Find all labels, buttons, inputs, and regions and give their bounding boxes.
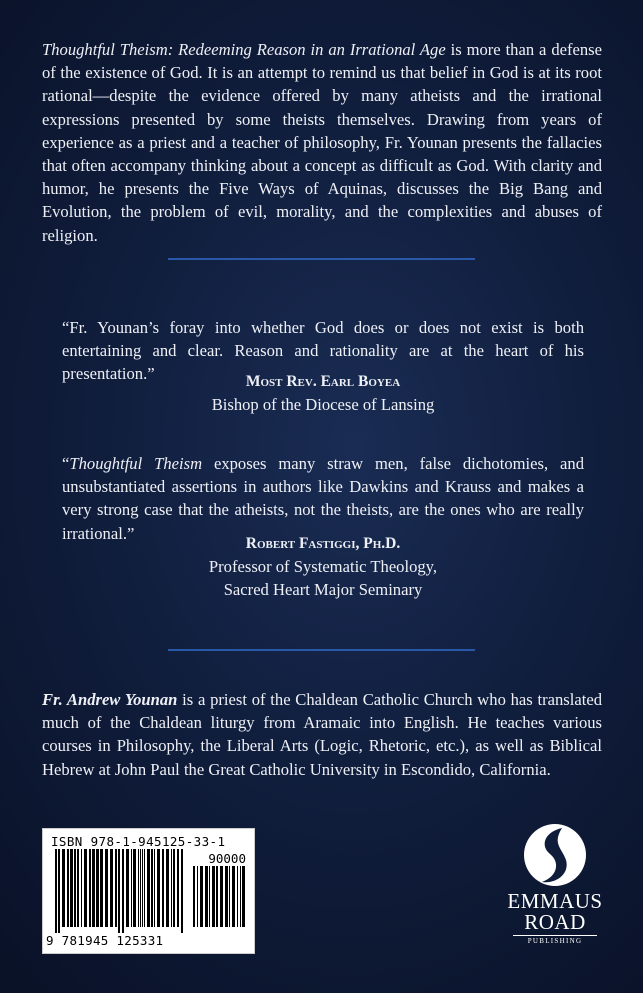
endorser-name-1: Most Rev. Earl Boyea: [245, 373, 401, 390]
endorser-role-2b: Sacred Heart Major Seminary: [223, 580, 423, 600]
barcode-bar: [62, 849, 65, 927]
publisher-logo: [500, 822, 610, 954]
barcode-bar: [131, 849, 132, 927]
barcode-bar: [151, 849, 153, 927]
endorsement-attribution-1: [62, 370, 584, 416]
barcode-bar: [122, 849, 124, 933]
barcode-bar: [166, 849, 169, 927]
barcode-bar: [55, 849, 57, 933]
barcode-bar: [242, 866, 245, 927]
barcode-bar: [89, 849, 91, 927]
barcode-bar: [237, 866, 238, 927]
barcode-bar: [67, 849, 69, 927]
barcode-bar: [154, 849, 155, 927]
isbn-barcode: [42, 828, 255, 954]
publisher-name-line2: ROAD: [524, 910, 586, 934]
barcode-bar: [240, 866, 241, 927]
barcode-bar: [140, 849, 141, 927]
barcode-bar: [162, 849, 164, 927]
barcode-bar: [216, 866, 218, 927]
endorsement-text-1: Fr. Younan’s foray into whether God does or does not exist is both entertaining and clear. Reason and rationality are at the heart of his presentation.”: [62, 318, 584, 384]
publisher-name-line1: EMMAUS: [507, 889, 603, 913]
barcode-bar: [205, 866, 208, 927]
barcode-bar: [105, 849, 108, 927]
book-title: Thoughtful Theism: Redeeming Reason in an Irrational Age: [42, 40, 446, 59]
barcode-bar: [173, 849, 175, 927]
barcode-bar: [84, 849, 87, 927]
barcode-bar: [138, 849, 139, 927]
barcode-bar: [58, 849, 60, 933]
barcode-bar: [212, 866, 215, 927]
endorsement-quote-2: “Thoughtful Theism exposes many straw men, false dichotomies, and unsubstantiated assertions in authors like Dawkins and Krauss and makes a very strong case that the atheists, not the theists, are the ones who are really irrational.”: [62, 454, 584, 543]
barcode-bar: [229, 866, 230, 927]
barcode-bar: [115, 849, 117, 927]
endorser-name-2: Robert Fastiggi, Ph.D.: [245, 535, 401, 552]
barcode-bar: [200, 866, 203, 927]
barcode-bar: [142, 849, 143, 927]
barcode-bar: [177, 849, 179, 927]
price-code: 90000: [208, 851, 246, 866]
barcode-bar: [126, 849, 129, 927]
barcode-bar: [209, 866, 210, 927]
barcode-bar: [157, 849, 160, 927]
barcode-bar: [92, 849, 95, 927]
barcode-bar: [74, 849, 76, 927]
endorsement-title-2: Thoughtful Theism: [69, 454, 203, 473]
endorsement-text-2: exposes many straw men, false dichotomies, and unsubstantiated assertions in authors like Dawkins and Krauss and makes a very strong case that the atheists, not the theists, are the ones who are really irrational.”: [62, 454, 584, 543]
endorsement-quote-1: “Fr. Younan’s foray into whether God does or does not exist is both entertaining and clear. Reason and rationality are at the heart of his presentation.”: [62, 318, 584, 384]
barcode-bar: [193, 866, 195, 927]
book-description-text: is more than a defense of the existence of God. It is an attempt to remind us that belief in God is at its root rational—despite the evidence offered by many atheists and the irrational expressions presented by some theists themselves. Drawing from years of experience as a priest and a teacher of philosophy, Fr. Younan presents the fallacies that often accompany thinking about a concept as difficult as God. With clarity and humor, he presents the Five Ways of Aquinas, discusses the Big Bang and Evolution, the problem of evil, morality, and the complexities and abuses of religion.: [42, 40, 602, 245]
barcode-bar: [118, 849, 120, 933]
barcode-bar: [144, 849, 145, 927]
divider-top: [168, 258, 475, 260]
barcode-bar: [70, 849, 73, 927]
barcode-bar: [232, 866, 235, 927]
publisher-swirl-icon: [522, 822, 588, 888]
barcode-bar: [220, 866, 223, 927]
barcode-bar: [110, 849, 113, 927]
ean-digits: 9 781945 125331: [46, 933, 164, 948]
publisher-name-line3: PUBLISHING: [513, 935, 597, 945]
barcode-bar: [77, 849, 79, 927]
endorser-role-2a: Professor of Systematic Theology,: [208, 557, 438, 577]
divider-bottom: [168, 649, 475, 651]
barcode-bar: [147, 849, 150, 927]
barcode-bar: [96, 849, 99, 927]
author-name: Fr. Andrew Younan: [42, 690, 178, 709]
barcode-bar: [171, 849, 172, 927]
author-bio-text: is a priest of the Chaldean Catholic Church who has translated much of the Chaldean liturgy from Aramaic into English. He teaches various courses in Philosophy, the Liberal Arts (Logic, Rhetoric, etc.), as well as Biblical Hebrew at John Paul the Great Catholic University in Escondido, California.: [42, 690, 602, 779]
barcode-bar: [81, 849, 82, 927]
isbn-number: ISBN 978-1-945125-33-1: [51, 834, 226, 849]
book-description: [42, 38, 602, 247]
barcode-bar: [181, 849, 183, 933]
endorsement-attribution-2: [62, 532, 584, 602]
barcode-bar: [133, 849, 136, 927]
author-bio: [42, 688, 602, 781]
barcode-bars-addon: [193, 866, 245, 933]
barcode-bar: [100, 849, 103, 927]
barcode-bar: [225, 866, 228, 927]
barcode-bars-main: [55, 849, 185, 933]
endorser-role-1: Bishop of the Diocese of Lansing: [211, 395, 435, 415]
barcode-bar: [197, 866, 198, 927]
